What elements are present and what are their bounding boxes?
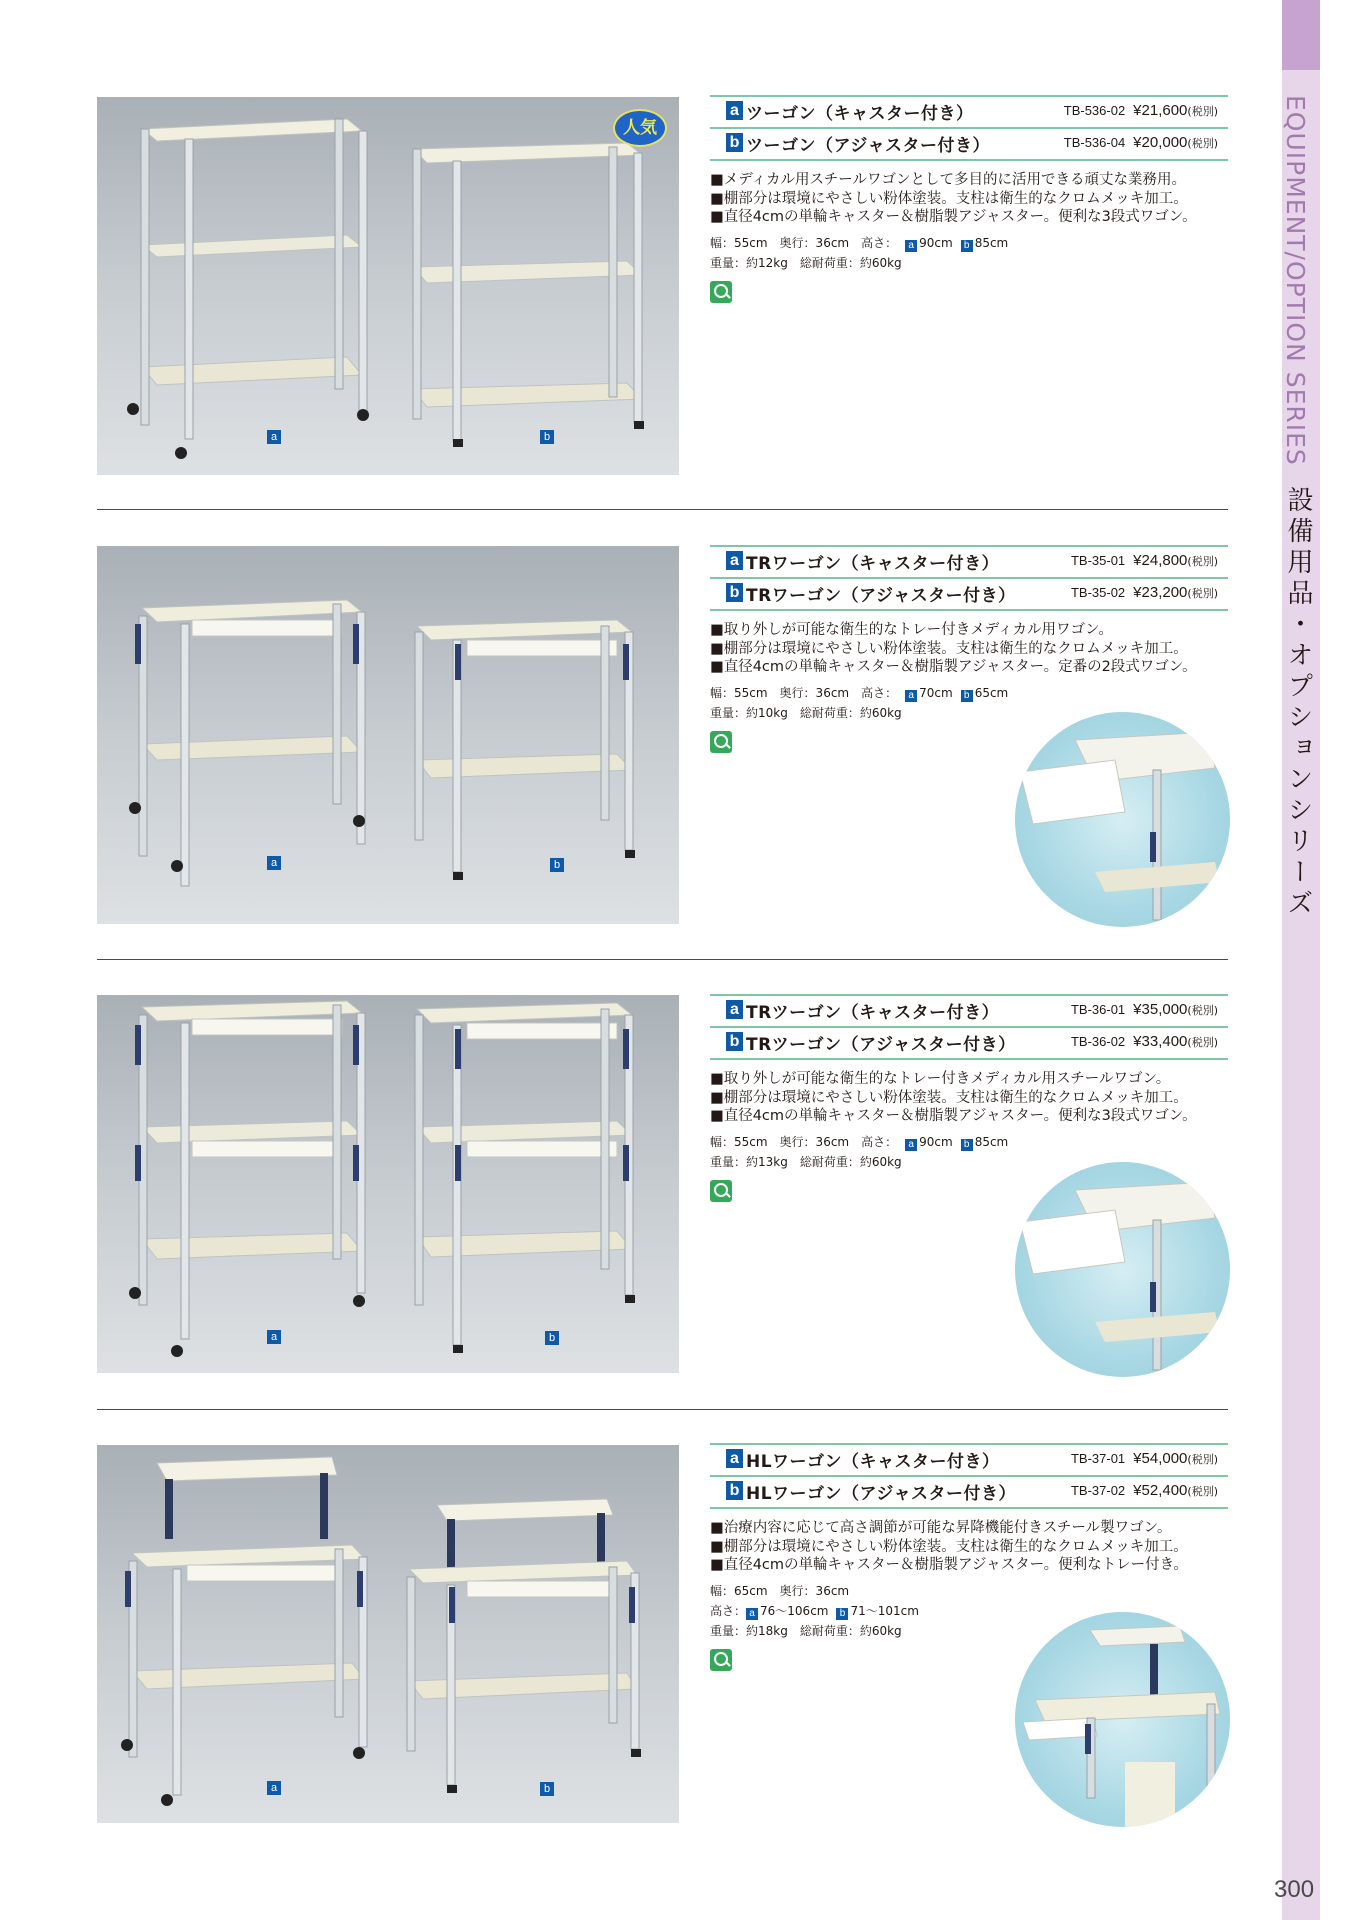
spec-weight: 重量：約18kg 総耐荷重：約60kg [710,1623,902,1638]
product-row [710,1443,1228,1477]
product-name: ツーゴン（アジャスター付き） [746,136,990,156]
product-name: TRツーゴン（キャスター付き） [746,1003,1000,1023]
spec-dimensions: 幅：65cm 奥行：36cm [710,1583,850,1598]
page-number: 300 [1274,1876,1315,1903]
description-list [710,621,1228,677]
product-letter: b [726,1032,743,1051]
section-divider [97,959,1228,960]
product-photo-1 [97,97,679,475]
product-code: TB-36-01 [1070,1002,1126,1017]
photo-label-a: a [267,1330,281,1344]
product-row [710,95,1228,129]
spec-height-b: 65cm [974,685,1009,700]
spec-dimensions: 幅：55cm 奥行：36cm 高さ： [710,1134,898,1149]
product-row [710,579,1228,611]
description-line: ■ 直径4cmの単輪キャスター＆樹脂製アジャスター。便利な3段式ワゴン。 [710,1107,1228,1126]
spec-height-a: 90cm [919,235,953,250]
spec-height-b: 71〜101cm [850,1603,919,1618]
photo-label-b: b [540,1782,554,1796]
detail-zoom-tray [1015,712,1230,927]
product-price: ¥33,400 [1133,1033,1188,1050]
tax-note: (税別) [1187,1453,1218,1466]
detail-zoom-tray [1015,1162,1230,1377]
detail-zoom-height [1015,1612,1230,1827]
product-price: ¥21,600 [1133,102,1188,119]
description-line: ■ 取り外しが可能な衛生的なトレー付きメディカル用ワゴン。 [710,621,1228,640]
product-code: TB-35-02 [1070,585,1126,600]
product-letter: b [726,133,743,152]
product-letter: b [726,1481,743,1500]
description-list [710,1519,1228,1575]
product-code: TB-36-02 [1070,1034,1126,1049]
description-line: ■ 直径4cmの単輪キャスター＆樹脂製アジャスター。定番の2段式ワゴン。 [710,658,1228,677]
spec-badge-b: b [961,1139,973,1151]
spec-badge-a: a [905,240,917,252]
product-row [710,1477,1228,1509]
product-price: ¥52,400 [1133,1482,1188,1499]
description-line: ■ 棚部分は環境にやさしい粉体塗装。支柱は衛生的なクロムメッキ加工。 [710,1089,1228,1108]
product-info-1 [710,95,1228,307]
product-name: TRワーゴン（アジャスター付き） [746,586,1016,606]
tax-note: (税別) [1187,105,1218,118]
product-price: ¥54,000 [1133,1450,1188,1467]
product-name: ツーゴン（キャスター付き） [746,104,974,124]
product-code: TB-536-04 [1063,135,1126,150]
spec-block [710,233,1228,273]
tax-note: (税別) [1187,555,1218,568]
product-code: TB-536-02 [1063,103,1126,118]
spec-badge-b: b [961,690,973,702]
product-row [710,545,1228,579]
product-price: ¥20,000 [1133,134,1188,151]
product-name: TRツーゴン（アジャスター付き） [746,1035,1016,1055]
section-divider [97,1409,1228,1410]
tax-note: (税別) [1187,1485,1218,1498]
photo-label-b: b [540,430,554,444]
product-letter: a [726,551,743,570]
product-row [710,1028,1228,1060]
description-line: ■ 治療内容に応じて高さ調節が可能な昇降機能付きスチール製ワゴン。 [710,1519,1228,1538]
photo-label-a: a [267,1781,281,1795]
product-letter: a [726,101,743,120]
tax-note: (税別) [1187,1036,1218,1049]
tax-note: (税別) [1187,137,1218,150]
spec-weight: 重量：約10kg 総耐荷重：約60kg [710,705,902,720]
product-letter: b [726,583,743,602]
product-price: ¥24,800 [1133,552,1188,569]
product-code: TB-37-01 [1070,1451,1126,1466]
popular-badge: 人気 [613,109,667,147]
side-title-ja: 設備用品・オプションシリーズ [1283,486,1313,920]
tax-note: (税別) [1187,587,1218,600]
photo-label-b: b [545,1331,559,1345]
product-name: HLワーゴン（アジャスター付き） [746,1484,1017,1504]
search-zoom-icon[interactable] [710,281,732,303]
product-letter: a [726,1449,743,1468]
product-row [710,994,1228,1028]
product-code: TB-37-02 [1070,1483,1126,1498]
description-line: ■ 取り外しが可能な衛生的なトレー付きメディカル用スチールワゴン。 [710,1070,1228,1089]
photo-label-a: a [267,430,281,444]
product-name: HLワーゴン（キャスター付き） [746,1452,1000,1472]
spec-badge-a: a [746,1608,758,1620]
description-list [710,1070,1228,1126]
spec-dimensions: 幅：55cm 奥行：36cm 高さ： [710,235,898,250]
spec-height-a: 90cm [919,1134,953,1149]
spec-height-b: 85cm [974,1134,1009,1149]
product-photo-4 [97,1445,679,1823]
product-letter: a [726,1000,743,1019]
product-name: TRワーゴン（キャスター付き） [746,554,1000,574]
spec-badge-b: b [836,1608,848,1620]
description-line: ■ メディカル用スチールワゴンとして多目的に活用できる頑丈な業務用。 [710,171,1228,190]
description-list [710,171,1228,227]
description-line: ■ 棚部分は環境にやさしい粉体塗装。支柱は衛生的なクロムメッキ加工。 [710,190,1228,209]
description-line: ■ 直径4cmの単輪キャスター＆樹脂製アジャスター。便利なトレー付き。 [710,1556,1228,1575]
product-row [710,129,1228,161]
spec-weight: 重量：約13kg 総耐荷重：約60kg [710,1154,902,1169]
spec-badge-b: b [961,240,973,252]
product-price: ¥23,200 [1133,584,1188,601]
spec-weight: 重量：約12kg 総耐荷重：約60kg [710,255,902,270]
search-zoom-icon[interactable] [710,1649,732,1671]
search-zoom-icon[interactable] [710,1180,732,1202]
photo-label-a: a [267,856,281,870]
product-photo-3 [97,995,679,1373]
spec-height-b: 85cm [974,235,1009,250]
description-line: ■ 棚部分は環境にやさしい粉体塗装。支柱は衛生的なクロムメッキ加工。 [710,640,1228,659]
spec-badge-a: a [905,690,917,702]
spec-height-a: 70cm [919,685,953,700]
product-price: ¥35,000 [1133,1001,1188,1018]
spec-height-label: 高さ： [710,1603,747,1618]
product-code: TB-35-01 [1070,553,1126,568]
section-divider [97,509,1228,510]
spec-badge-a: a [905,1139,917,1151]
description-line: ■ 直径4cmの単輪キャスター＆樹脂製アジャスター。便利な3段式ワゴン。 [710,208,1228,227]
tax-note: (税別) [1187,1004,1218,1017]
spec-dimensions: 幅：55cm 奥行：36cm 高さ： [710,685,898,700]
description-line: ■ 棚部分は環境にやさしい粉体塗装。支柱は衛生的なクロムメッキ加工。 [710,1538,1228,1557]
search-zoom-icon[interactable] [710,731,732,753]
side-title-en: EQUIPMENT/OPTION SERIES [1281,95,1310,466]
product-photo-2 [97,546,679,924]
spec-height-a: 76〜106cm [760,1603,829,1618]
photo-label-b: b [550,858,564,872]
